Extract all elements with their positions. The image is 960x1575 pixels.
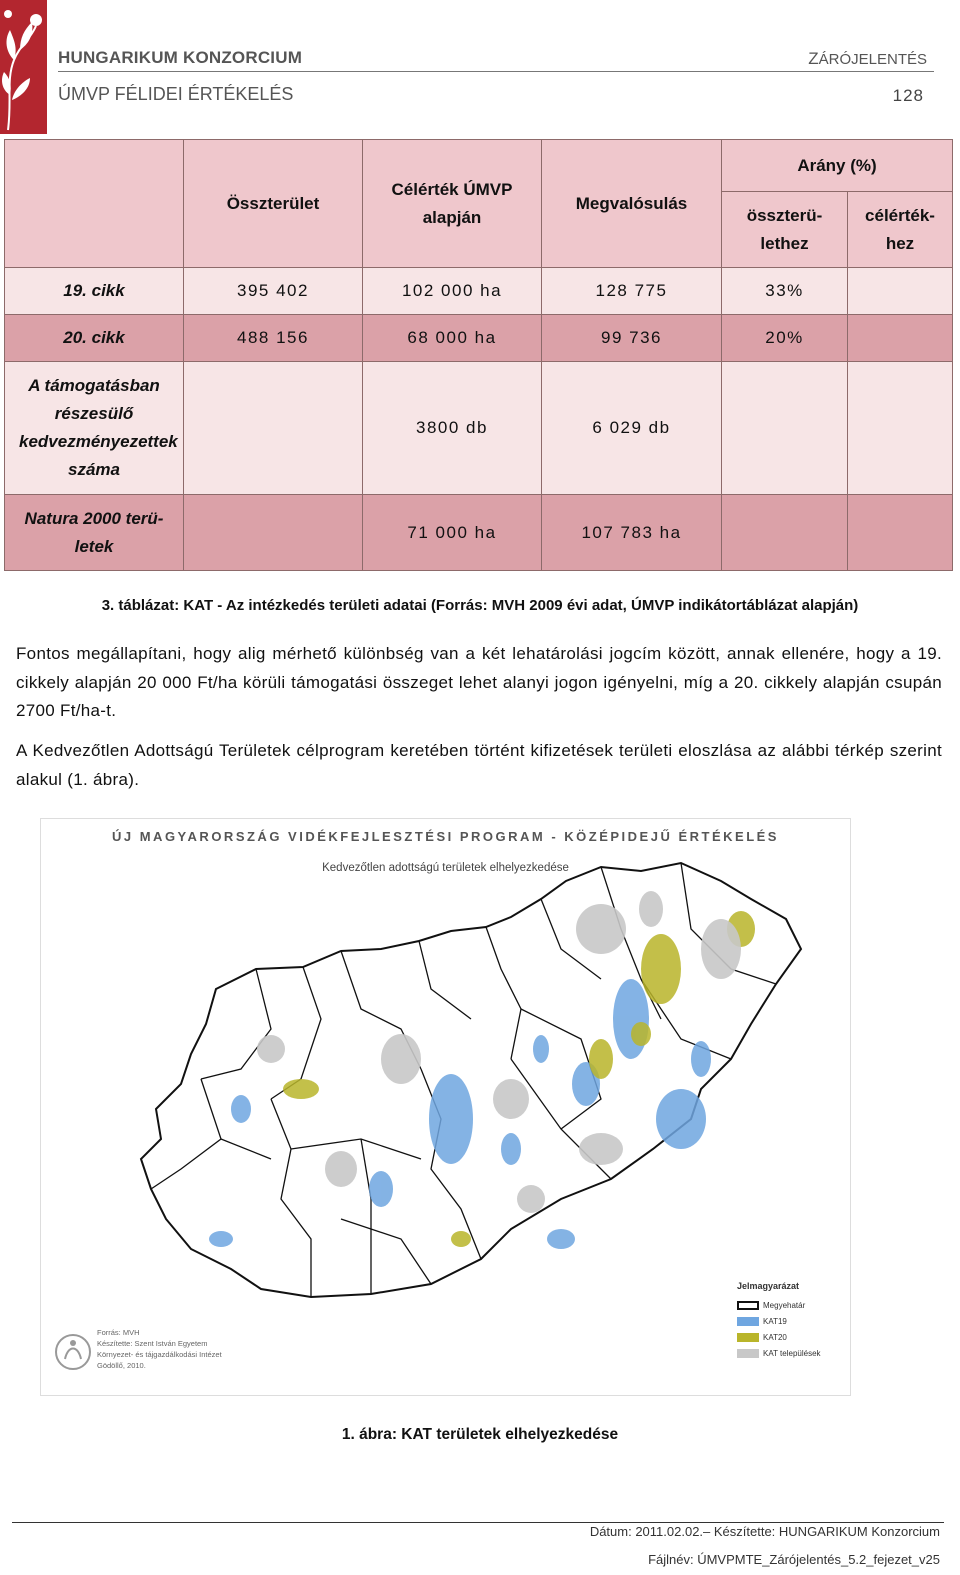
map-title: ÚJ MAGYARORSZÁG VIDÉKFEJLESZTÉSI PROGRAM - KÖZÉPIDEJŰ ÉRTÉKELÉS	[112, 829, 779, 844]
organization-name: HUNGARIKUM KONZORCIUM	[58, 48, 303, 67]
county-border-swatch	[737, 1301, 759, 1310]
page-number: 128	[892, 86, 924, 105]
kat-map-figure	[40, 818, 851, 1396]
kat-data-table	[4, 139, 953, 571]
header-actual: Megvalósulás	[542, 140, 722, 268]
legend-item	[737, 1345, 837, 1361]
credit-source: Forrás: MVH	[97, 1328, 140, 1337]
cell-actual: 6 029 db	[542, 362, 722, 495]
credit-institute: Környezet- és tájgazdálkodási Intézet	[97, 1350, 222, 1359]
cell-total: 488 156	[184, 315, 363, 362]
legend-item	[737, 1313, 837, 1329]
body-paragraph: Fontos megállapítani, hogy alig mérhető különbség van a két lehatárolási jogcím között, annak ellenére, hogy a 19. cikkely alapján 20 000 Ft/ha körüli támogatási összeget lehet alanyi jogon igényelni, míg a 20. cikkely alapján csupán 2700 Ft/ha-t.	[16, 644, 942, 720]
cell-ratio-total	[722, 362, 848, 495]
kat19-swatch	[737, 1317, 759, 1326]
report-type-initial: Z	[808, 49, 819, 68]
table-row	[5, 268, 953, 315]
cell-actual: 99 736	[542, 315, 722, 362]
header-ratio: Arány (%)	[722, 140, 953, 192]
credit-lines	[97, 1327, 222, 1383]
header-empty-cell	[5, 140, 184, 268]
cell-ratio-total: 33%	[722, 268, 848, 315]
flower-icon	[0, 0, 47, 134]
table-header-row	[5, 140, 953, 192]
footer-date-author: Dátum: 2011.02.02.– Készítette: HUNGARIKUM Konzorcium	[589, 1524, 940, 1539]
cell-ratio-total: 20%	[722, 315, 848, 362]
report-type-rest: ÁRÓJELENTÉS	[818, 51, 927, 68]
cell-ratio-total	[722, 495, 848, 571]
legend-item	[737, 1297, 837, 1313]
table-caption: 3. táblázat: KAT - Az intézkedés területi adatai (Forrás: MVH 2009 évi adat, ÚMVP indikátortáblázat alapján)	[101, 597, 859, 614]
kat20-swatch	[737, 1333, 759, 1342]
cell-total	[184, 495, 363, 571]
row-label: A támogatásban részesülő kedvezményezettek száma	[5, 362, 184, 495]
table-row	[5, 315, 953, 362]
legend-item	[737, 1329, 837, 1345]
country-outline	[141, 863, 801, 1297]
row-label: Natura 2000 terü-letek	[5, 495, 184, 571]
legend-title: Jelmagyarázat	[737, 1281, 800, 1291]
cell-total: 395 402	[184, 268, 363, 315]
cell-ratio-target	[848, 362, 953, 495]
konzorcium-logo	[0, 0, 47, 134]
figure-caption: 1. ábra: KAT területek elhelyezkedése	[341, 1426, 619, 1443]
header-ratio-target: célérték-hez	[848, 192, 953, 268]
cell-target: 102 000 ha	[363, 268, 542, 315]
map-credits	[53, 1327, 263, 1383]
report-type	[808, 49, 927, 69]
legend-label: KAT települések	[763, 1348, 821, 1358]
cell-ratio-target	[848, 495, 953, 571]
header-target: Célérték ÚMVP alapján	[363, 140, 542, 268]
footer-divider	[12, 1522, 944, 1523]
cell-target: 68 000 ha	[363, 315, 542, 362]
cell-target: 71 000 ha	[363, 495, 542, 571]
cell-total	[184, 362, 363, 495]
document-subtitle: ÚMVP FÉLIDEI ÉRTÉKELÉS	[58, 84, 294, 104]
cell-ratio-target	[848, 315, 953, 362]
row-label: 19. cikk	[5, 268, 184, 315]
row-label: 20. cikk	[5, 315, 184, 362]
cell-actual: 128 775	[542, 268, 722, 315]
cell-actual: 107 783 ha	[542, 495, 722, 571]
university-logo-icon	[53, 1327, 93, 1377]
cell-target: 3800 db	[363, 362, 542, 495]
map-subtitle: Kedvezőtlen adottságú területek elhelyezkedése	[322, 862, 569, 874]
credit-place-date: Gödöllő, 2010.	[97, 1361, 146, 1370]
header-divider	[58, 71, 934, 72]
legend-label: KAT19	[763, 1316, 787, 1326]
map-legend	[737, 1281, 837, 1361]
legend-label: KAT20	[763, 1332, 787, 1342]
header-total: Összterület	[184, 140, 363, 268]
table-row	[5, 495, 953, 571]
cell-ratio-target	[848, 268, 953, 315]
kat-settlement-swatch	[737, 1349, 759, 1358]
body-paragraph: A Kedvezőtlen Adottságú Területek célprogram keretében történt kifizetések területi eloszlása az alábbi térkép szerint alakul (1. ábra).	[16, 741, 942, 789]
footer-filename: Fájlnév: ÚMVPMTE_Zárójelentés_5.2_fejezet_v25	[648, 1552, 940, 1567]
table-row	[5, 362, 953, 495]
header-ratio-total: összterü-lethez	[722, 192, 848, 268]
hungary-map	[41, 819, 850, 1395]
legend-label: Megyehatár	[763, 1300, 806, 1310]
credit-author: Készítette: Szent István Egyetem	[97, 1339, 208, 1348]
